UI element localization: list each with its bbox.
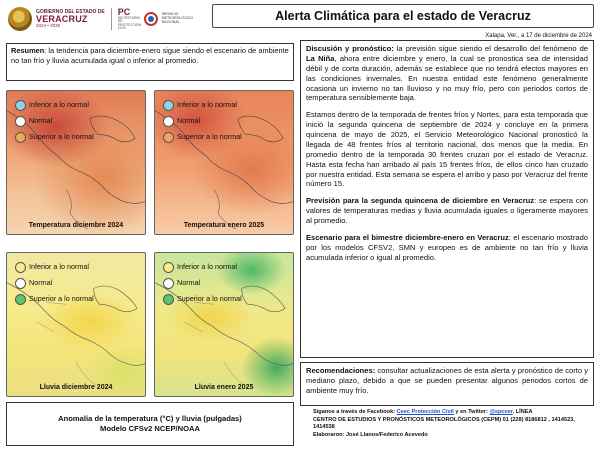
legend-label: Inferior a lo normal xyxy=(29,100,89,110)
legend-row-superior xyxy=(163,129,242,145)
legend-row-normal xyxy=(163,275,242,291)
social-line xyxy=(313,409,593,417)
legend-label: Superior a lo normal xyxy=(29,132,94,142)
veracruz-logo xyxy=(36,10,105,29)
twitter-suffix: . LÍNEA xyxy=(512,409,533,415)
legend-swatch xyxy=(15,262,26,273)
discussion-text: , ahora entre diciembre y enero, la cual se pronostica sea de intensidad débil y de corta duración, además se establece que no tendrá efectos mayores en las condiciones invernales. En nuestra entidad este fenómeno generalmente ocasiona un invierno no tan lluvioso y no muy frío, pero con periodos cortos de temperatura sensiblemente baja. xyxy=(306,53,588,103)
map-lluvia-enero xyxy=(154,252,294,397)
twitter-prefix: y en Twitter: xyxy=(453,409,490,415)
veracruz-logo-top: GOBIERNO DEL ESTADO DE xyxy=(36,8,105,15)
legend-label: Superior a lo normal xyxy=(177,132,242,142)
map-legend xyxy=(163,97,242,145)
discussion-paragraph-4 xyxy=(306,233,588,263)
legend-label: Inferior a lo normal xyxy=(177,100,237,110)
map-legend xyxy=(15,259,94,307)
map-temperatura-enero xyxy=(154,90,294,235)
legend-swatch xyxy=(163,278,174,289)
legend-row-normal xyxy=(15,275,94,291)
legend-row-inferior xyxy=(15,259,94,275)
maps-caption-line1: Anomalía de la temperatura (°C) y lluvia (pulgadas) xyxy=(58,413,242,423)
map-legend xyxy=(163,259,242,307)
legend-swatch xyxy=(15,116,26,127)
legend-label: Superior a lo normal xyxy=(177,294,242,304)
scenario-text: : el escenario mostrado por los modelos CFSV2, SMN y europeo es de ambiente no tan frío y lluvia acumulada inferior o igual al promedio. xyxy=(306,232,588,262)
discussion-paragraph-1 xyxy=(306,44,588,103)
recommendations-text: consultar actualizaciones de esta alerta y pronóstico de corto y mediano plazo, debido a que se pueden presentar algunos periodos cortos de ambiente muy frío. xyxy=(306,366,588,395)
la-nina-term: La Niña xyxy=(306,53,335,63)
authors-line: Elaboraron: José Llanos/Federico Acevedo xyxy=(313,432,428,439)
smn-logo-icon xyxy=(144,12,158,26)
legend-row-superior xyxy=(15,129,94,145)
twitter-link[interactable]: @spcver xyxy=(489,409,513,415)
legend-row-inferior xyxy=(163,259,242,275)
legend-swatch xyxy=(163,132,174,143)
follow-text: Síganos a través de Facebook: xyxy=(313,409,397,415)
legend-label: Inferior a lo normal xyxy=(29,262,89,272)
legend-row-inferior xyxy=(163,97,242,113)
credits xyxy=(313,409,593,440)
summary-text: : la tendencia para diciembre-enero sigue siendo el escenario de ambiente no tan frío y lluvia acumulada igual o inferior al promedio. xyxy=(11,46,289,65)
forecast-label: Previsión para la segunda quincena de diciembre en Veracruz xyxy=(306,196,535,206)
legend-label: Normal xyxy=(177,116,201,126)
facebook-link[interactable]: Ceec Protección Civil xyxy=(396,409,454,415)
title-box xyxy=(212,4,594,28)
header-logos xyxy=(8,4,198,34)
pc-logo-text: PC xyxy=(117,6,131,17)
legend-label: Inferior a lo normal xyxy=(177,262,237,272)
summary-box xyxy=(6,43,294,81)
discussion-box xyxy=(300,40,594,358)
map-legend xyxy=(15,97,94,145)
forecast-text: : se espera con valores de temperaturas medias y lluvia acumulada iguales o ligeramente mayores al promedio. xyxy=(306,196,588,225)
page-title: Alerta Climática para el estado de Veracruz xyxy=(275,9,531,23)
legend-label: Normal xyxy=(177,278,201,288)
maps-caption-box xyxy=(6,402,294,446)
scenario-label: Escenario para el bimestre diciembre-enero en Veracruz xyxy=(306,232,509,242)
pc-logo-subtitle: SECRETARÍA DE PROTECCIÓN CIVIL xyxy=(117,15,142,30)
legend-swatch xyxy=(163,294,174,305)
map-temperatura-diciembre xyxy=(6,90,146,235)
map-caption: Lluvia enero 2025 xyxy=(194,384,254,391)
recommendations-label: Recomendaciones: xyxy=(306,366,376,375)
legend-swatch xyxy=(163,116,174,127)
logo-divider xyxy=(111,8,112,30)
center-line: CENTRO DE ESTUDIOS Y PRONÓSTICOS METEOROLÓGICOS (CEPM) 01 (228) 8186812 , 1414523, 1414538 xyxy=(313,416,575,431)
recommendations-box xyxy=(300,362,594,406)
map-caption: Temperatura enero 2025 xyxy=(183,222,265,229)
discussion-paragraph-2: Estamos dentro de la temporada de frentes fríos y Nortes, para esta temporada que inició la segunda quincena de septiembre de 2024 y concluye en la primera quincena de mayo de 2025, el Servicio Meteorológico Nacional pronosticó la llegada de 48 frentes fríos al territorio nacional, dos menos que la media. En promedio dentro de la temporada 30 frentes cruzan por el estado de Veracruz. Hasta esta fecha han arribado al país 15 frentes fríos, de ellos cinco han cruzado por nuestra entidad. Esta semana se espera el arribo y paso por Veracruz del frente número 15. xyxy=(306,110,588,189)
legend-label: Normal xyxy=(29,116,53,126)
legend-row-normal xyxy=(163,113,242,129)
discussion-paragraph-3 xyxy=(306,196,588,226)
map-lluvia-diciembre xyxy=(6,252,146,397)
map-caption: Temperatura diciembre 2024 xyxy=(28,222,124,229)
pc-logo xyxy=(118,8,140,31)
veracruz-logo-name: VERACRUZ xyxy=(36,13,88,24)
legend-label: Superior a lo normal xyxy=(29,294,94,304)
smn-logo-text: SERVICIO METEOROLÓGICO NACIONAL xyxy=(161,12,194,24)
legend-swatch xyxy=(15,100,26,111)
legend-row-normal xyxy=(15,113,94,129)
issue-date: Xalapa, Ver., a 17 de diciembre de 2024 xyxy=(485,33,592,39)
legend-row-superior xyxy=(15,291,94,307)
legend-swatch xyxy=(163,262,174,273)
map-caption: Lluvia diciembre 2024 xyxy=(39,384,113,391)
legend-row-superior xyxy=(163,291,242,307)
legend-swatch xyxy=(15,294,26,305)
legend-label: Normal xyxy=(29,278,53,288)
legend-swatch xyxy=(15,132,26,143)
summary-label: Resumen xyxy=(11,46,45,55)
legend-swatch xyxy=(163,100,174,111)
veracruz-logo-years: 2024 • 2030 xyxy=(36,22,61,28)
legend-swatch xyxy=(15,278,26,289)
discussion-text: la previsión sigue siendo el desarrollo del fenómeno de xyxy=(393,44,588,53)
maps-caption-line2: Modelo CFSv2 NCEP/NOAA xyxy=(100,424,200,433)
veracruz-seal-logo xyxy=(8,7,32,31)
discussion-label: Discusión y pronóstico: xyxy=(306,44,394,53)
legend-row-inferior xyxy=(15,97,94,113)
